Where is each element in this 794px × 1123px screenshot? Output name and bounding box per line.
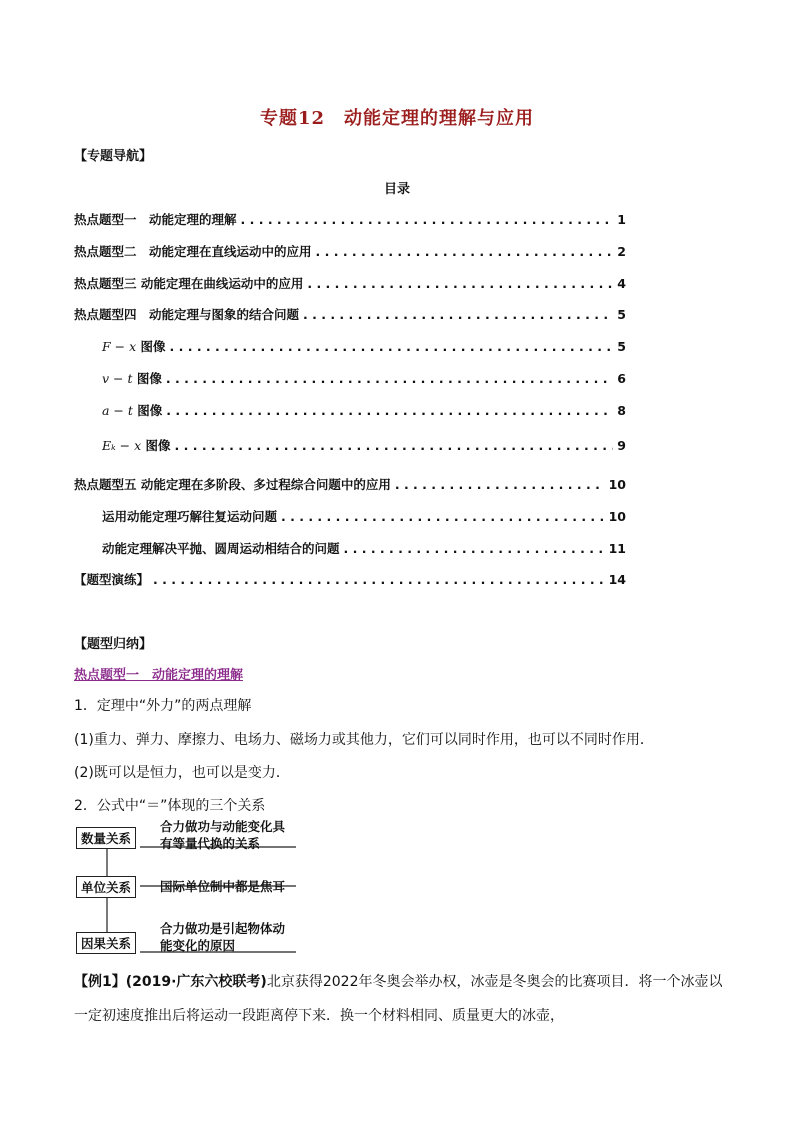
example-1 (74, 965, 724, 1033)
toc-entry[interactable] (102, 539, 626, 557)
section-link[interactable]: 热点题型一 动能定理的理解 (74, 668, 244, 683)
example-label: 【例1】 (74, 974, 126, 990)
paragraph: 2．公式中“＝”体现的三个关系 (74, 798, 266, 814)
diagram-text-cause (160, 920, 285, 954)
toc-entry-label (102, 369, 166, 387)
toc-entry-label: 热点题型四 动能定理与图象的结合问题 (74, 307, 300, 322)
toc-entry[interactable] (74, 305, 626, 323)
toc-entry-label: 热点题型三 动能定理在曲线运动中的应用 (74, 276, 304, 291)
toc-entry[interactable] (74, 210, 626, 228)
toc-entry[interactable] (102, 369, 626, 387)
toc-entry-text: 图像 (141, 438, 171, 453)
diagram-text-line: 合力做功与动能变化具 (160, 819, 286, 834)
toc-entry-label: 热点题型一 动能定理的理解 (74, 212, 237, 227)
example-text: 北京获得2022年冬奥会举办权，冰壶是冬奥会的比赛项目．将一个冰壶以一定初速度推出后将运动一段距离停下来．换一个材料相同、质量更大的冰壶， (74, 974, 723, 1024)
toc-leader (170, 339, 614, 354)
toc-entry-page: 1 (617, 212, 626, 227)
toc-entry[interactable] (74, 242, 626, 260)
section-heading: 【题型归纳】 (74, 637, 153, 652)
toc-entry-symbol: v − t (102, 371, 133, 386)
toc-entry-label: 热点题型二 动能定理在直线运动中的应用 (74, 244, 312, 259)
toc-entry-text: 图像 (136, 339, 166, 354)
diagram-box-quantity: 数量关系 (76, 827, 136, 849)
toc-entry-page: 2 (617, 244, 626, 259)
diagram-text-line: 能变化的原因 (160, 938, 236, 953)
toc-leader (344, 541, 605, 556)
diagram-box-unit: 单位关系 (76, 876, 136, 898)
toc-entry-symbol: a − t (102, 403, 133, 418)
nav-heading: 【专题导航】 (74, 149, 153, 164)
toc-leader (307, 276, 613, 291)
diagram-text-line: 合力做功是引起物体动 (160, 921, 286, 936)
toc-entry-page: 8 (617, 403, 626, 418)
toc-entry-label (102, 401, 166, 419)
diagram-text-quantity (160, 818, 285, 852)
toc-entry-page: 4 (617, 276, 626, 291)
toc-leader (153, 572, 605, 587)
toc-entry-text: 图像 (132, 403, 163, 418)
toc-leader (281, 509, 605, 524)
toc-entry-page: 6 (617, 371, 626, 386)
toc-leader (166, 371, 613, 386)
toc-leader (316, 244, 614, 259)
toc-entry-page: 9 (617, 438, 626, 453)
toc-entry-label (102, 436, 175, 454)
example-source: (2019·广东六校联考) (125, 974, 267, 990)
toc-entry-page: 5 (617, 307, 626, 322)
paragraph: (2)既可以是恒力，也可以是变力． (74, 765, 290, 781)
toc-entry-symbol: F − x (102, 339, 137, 354)
toc-leader (175, 438, 614, 453)
diagram-text-line: 有等量代换的关系 (160, 836, 261, 851)
toc-entry-page: 5 (617, 339, 626, 354)
toc-entry-page: 14 (608, 572, 626, 587)
toc-leader (166, 403, 613, 418)
toc-entry[interactable] (102, 401, 626, 419)
toc-heading: 目录 (383, 182, 410, 197)
page-title: 专题12 动能定理的理解与应用 (259, 108, 535, 129)
toc-entry[interactable] (74, 570, 626, 588)
toc-entry-page: 10 (608, 509, 626, 524)
paragraph: (1)重力、弹力、摩擦力、电场力、磁场力或其他力，它们可以同时作用，也可以不同时作用． (74, 732, 654, 748)
toc-leader (303, 307, 613, 322)
toc-entry-text: 图像 (132, 371, 162, 386)
toc-entry-label (102, 337, 170, 355)
paragraph: 1．定理中“外力”的两点理解 (74, 698, 252, 714)
toc-entry[interactable] (74, 274, 626, 292)
toc-entry[interactable] (102, 436, 626, 454)
toc-entry-page: 11 (608, 541, 626, 556)
relationship-diagram (74, 820, 314, 960)
toc-leader (395, 477, 605, 492)
toc-entry-label: 动能定理解决平抛、圆周运动相结合的问题 (102, 541, 340, 556)
toc-leader (241, 212, 614, 227)
toc-entry-page: 10 (608, 477, 626, 492)
toc-entry-label: 运用动能定理巧解往复运动问题 (102, 509, 278, 524)
diagram-box-cause: 因果关系 (76, 932, 136, 954)
toc-entry-label: 热点题型五 动能定理在多阶段、多过程综合问题中的应用 (74, 477, 391, 492)
toc-entry-label: 【题型演练】 (74, 572, 150, 587)
diagram-text-unit (160, 878, 285, 895)
toc-entry[interactable] (102, 337, 626, 355)
toc-entry[interactable] (102, 507, 626, 525)
toc-entry-symbol: Eₖ − x (102, 438, 142, 453)
diagram-text-line: 国际单位制中都是焦耳 (160, 879, 286, 894)
toc-entry[interactable] (74, 475, 626, 493)
